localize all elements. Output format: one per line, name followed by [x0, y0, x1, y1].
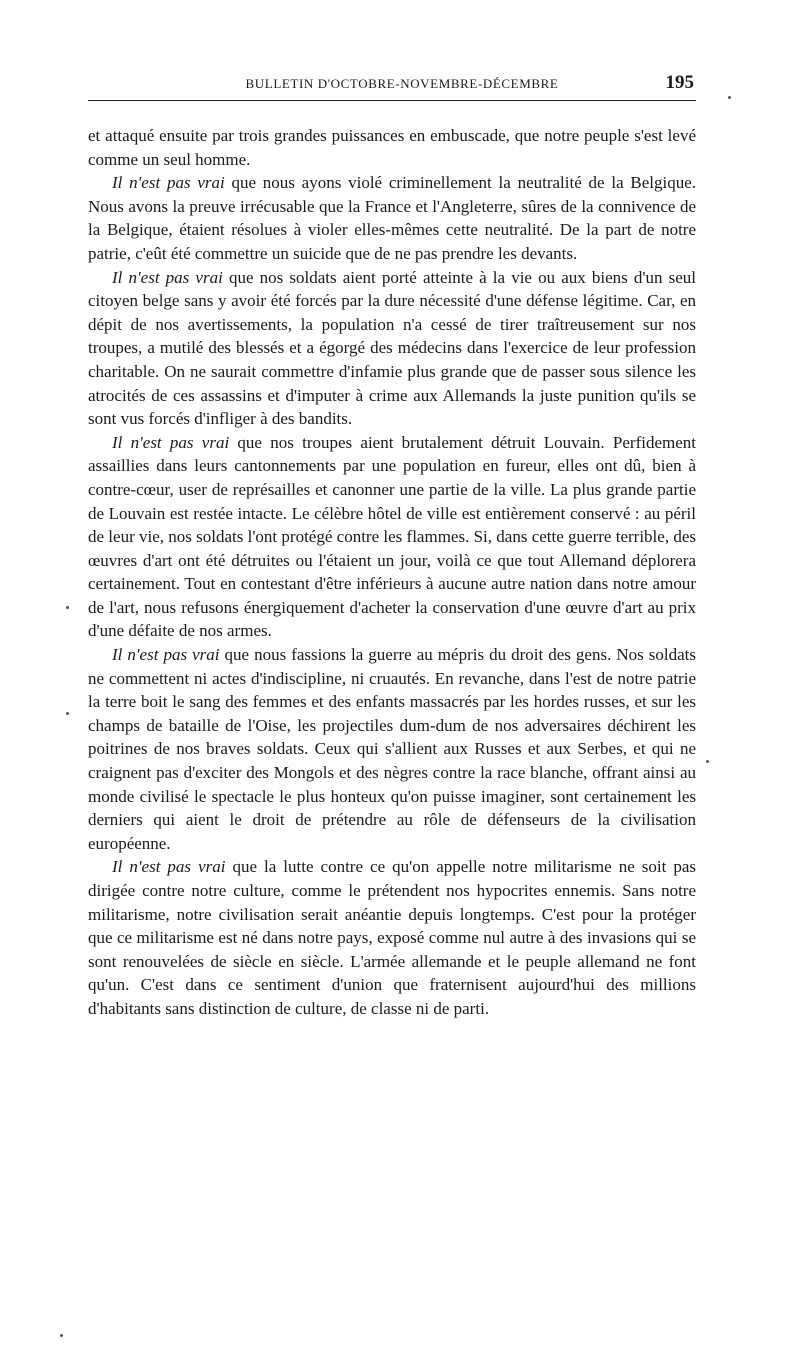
- paragraph-2: [88, 171, 696, 265]
- print-speck: [60, 1334, 63, 1337]
- paragraph-6: [88, 855, 696, 1020]
- running-title: BULLETIN D'OCTOBRE-NOVEMBRE-DÉCEMBRE: [245, 76, 559, 91]
- paragraph-text: que nous fassions la guerre au mépris du droit des gens. Nos soldats ne commettent ni actes d'indiscipline, ni cruautés. En revanche, dans l'est de notre patrie la terre boit le sang des femmes et des enfants massacrés par les hordes russes, et sur les champs de bataille de l'Oise, les projectiles dum-dum de nos adversaires déchirent les poitrines de nos braves soldats. Ceux qui s'allient aux Russes et aux Serbes, et qui ne craignent pas d'exciter des Mongols et des nègres contre la race blanche, offrant ainsi au monde civilisé le spectacle le plus honteux qu'on puisse imaginer, sont certainement les derniers qui aient le droit de prétendre au rôle de défenseurs de la civilisation européenne.: [88, 645, 697, 853]
- header-rule: [88, 100, 696, 101]
- paragraph-text: et attaqué ensuite par trois grandes puissances en embuscade, que notre peuple s'est levé comme un seul homme.: [88, 126, 696, 169]
- paragraph-1: [88, 124, 696, 171]
- paragraph-lead: Il n'est pas vrai: [112, 267, 223, 287]
- paragraph-text: que nos soldats aient porté atteinte à la vie ou aux biens d'un seul citoyen belge sans y avoir été forcés par la dure nécessité d'une défense légitime. Car, en dépit de nos avertissements, la population n'a cessé de tirer traîtreusement sur nos troupes, a mutilé des blessés et a égorgé des médecins dans l'exercice de leur profession charitable. On ne saurait commettre d'infamie plus grande que de passer sous silence les atrocités de ces assassins et d'imputer à crime aux Allemands la juste punition qu'ils se sont vus forcés d'infliger à des bandits.: [88, 267, 697, 429]
- print-speck: [66, 606, 69, 609]
- paragraph-text: que nous ayons violé criminellement la neutralité de la Belgique. Nous avons la preuve irrécusable que la France et l'Angleterre, sûres de la connivence de la Belgique, étaient résolues à violer elles-mêmes cette neutralité. De la part de notre patrie, c'eût été commettre un suicide que de ne pas prendre les devants.: [88, 173, 697, 263]
- print-speck: [66, 712, 69, 715]
- print-speck: [706, 760, 709, 763]
- paragraph-lead: Il n'est pas vrai: [112, 173, 225, 193]
- page-number: 195: [665, 72, 694, 93]
- paragraph-4: [88, 431, 696, 643]
- paragraph-lead: Il n'est pas vrai: [112, 432, 230, 452]
- paragraph-text: que nos troupes aient brutalement détruit Louvain. Perfidement assaillies dans leurs cantonnements par une population en fureur, elles ont dû, bien à contre-cœur, user de représailles et canonner une partie de la ville. La plus grande partie de Louvain est restée intacte. Le célèbre hôtel de ville est entièrement conservé : au péril de leur vie, nos soldats l'ont protégé contre les flammes. Si, dans cette guerre terrible, des œuvres d'art ont été détruites ou l'étaient un jour, voilà ce que tout Allemand déplorera certainement. Tout en contestant d'être inférieurs à aucune autre nation dans notre amour de l'art, nous refusons énergiquement d'acheter la conservation d'une œuvre d'art au prix d'une défaite de nos armes.: [88, 432, 697, 641]
- paragraph-lead: Il n'est pas vrai: [112, 857, 226, 877]
- paragraph-lead: Il n'est pas vrai: [112, 645, 220, 665]
- paragraph-3: [88, 266, 696, 431]
- body-text: [88, 124, 696, 1021]
- print-speck: [728, 96, 731, 99]
- paragraph-5: [88, 643, 696, 855]
- page-header: [88, 72, 696, 96]
- paragraph-text: que la lutte contre ce qu'on appelle notre militarisme ne soit pas dirigée contre notre culture, comme le prétendent nos hypocrites ennemis. Sans notre militarisme, notre civilisation serait anéantie depuis longtemps. C'est pour la protéger que ce militarisme est né dans notre pays, exposé comme nul autre à des invasions qui se sont renouvelées de siècle en siècle. L'armée allemande et le peuple allemand ne font qu'un. C'est dans ce sentiment d'union que fraternisent aujourd'hui des millions d'habitants sans distinction de culture, de classe ni de parti.: [88, 857, 696, 1018]
